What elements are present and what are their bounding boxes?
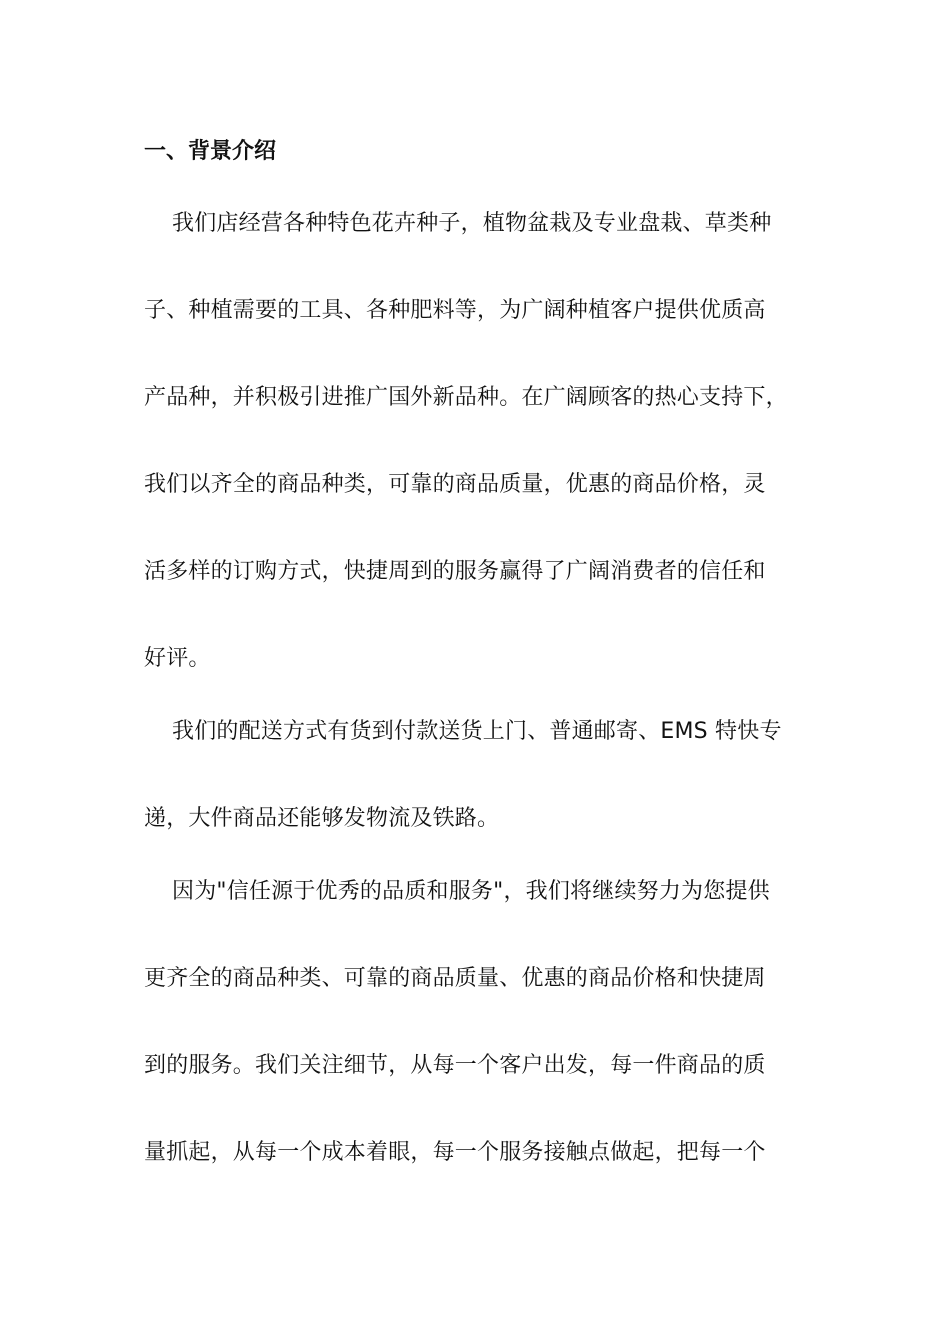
paragraph-1-line-5: 活多样的订购方式，快捷周到的服务赢得了广阔消费者的信任和 xyxy=(144,559,766,584)
paragraph-1-line-2: 子、种植需要的工具、各种肥料等，为广阔种植客户提供优质高 xyxy=(144,298,766,323)
paragraph-2-line-1: 我们的配送方式有货到付款送货上门、普通邮寄、EMS 特快专 xyxy=(172,719,782,744)
paragraph-3-line-2: 更齐全的商品种类、可靠的商品质量、优惠的商品价格和快捷周 xyxy=(144,966,766,991)
section-heading: 一、背景介绍 xyxy=(144,139,277,164)
paragraph-2-line-2: 递，大件商品还能够发物流及铁路。 xyxy=(144,806,500,831)
paragraph-3-line-1: 因为"信任源于优秀的品质和服务"，我们将继续努力为您提供 xyxy=(172,879,770,904)
paragraph-1-line-1: 我们店经营各种特色花卉种子，植物盆栽及专业盘栽、草类种 xyxy=(172,211,772,236)
paragraph-1-line-6: 好评。 xyxy=(144,646,211,671)
paragraph-1-line-3: 产品种，并积极引进推广国外新品种。在广阔顾客的热心支持下， xyxy=(144,385,788,410)
paragraph-1-line-4: 我们以齐全的商品种类，可靠的商品质量，优惠的商品价格，灵 xyxy=(144,472,766,497)
paragraph-3-line-3: 到的服务。我们关注细节，从每一个客户出发，每一件商品的质 xyxy=(144,1053,766,1078)
paragraph-3-line-4: 量抓起，从每一个成本着眼，每一个服务接触点做起，把每一个 xyxy=(144,1140,766,1165)
